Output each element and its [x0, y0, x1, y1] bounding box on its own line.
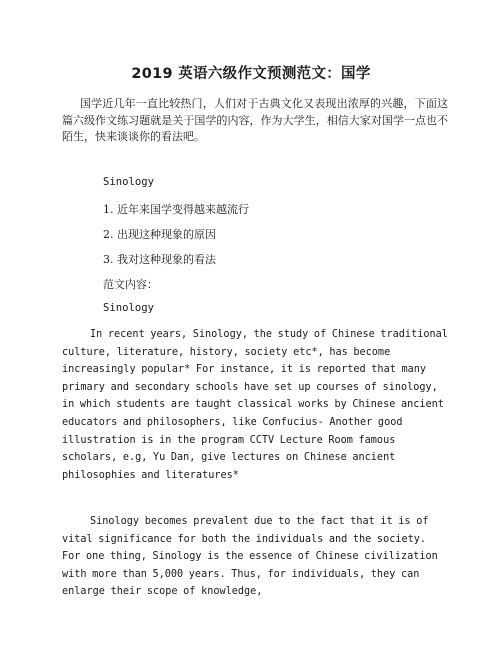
intro-paragraph: 国学近几年一直比较热门，人们对于古典文化又表现出浓厚的兴趣，下面这篇六级作文练习题就是关于国学的内容，作为大学生，相信大家对国学一点也不陌生，快来谈谈你的看法吧。 — [62, 97, 448, 143]
document-title: 2019 英语六级作文预测范文：国学 — [131, 66, 371, 82]
outline-item-3: 3. 我对这种现象的看法 — [103, 253, 216, 266]
essay-paragraph-2: Sinology becomes prevalent due to the fact that it is of vital significance for both the individuals and the society. For one thing, Sinology is the essence of Chinese civilization with more than 5,000 years. Thus, for individuals, they can enlarge their scope of knowledge, — [62, 516, 438, 598]
topic-heading: Sinology — [103, 176, 155, 188]
essay-paragraph-1: In recent years, Sinology, the study of Chinese traditional culture, literature, history, society etc*, has become increasingly popular* For instance, it is reported that many primary and secondary schools have set up courses of sinology, in which students are taught classical works by Chinese ancient educators and philosophers, like Confucius- Another good illustration is in the program CCTV Lecture Room famous scholars, e.g, Yu Dan, give lectures on Chinese ancient philosophies and literatures* — [62, 329, 448, 481]
outline-item-1: 1. 近年来国学变得越来越流行 — [103, 203, 249, 216]
outline-item-2: 2. 出现这种现象的原因 — [103, 228, 216, 241]
essay-title: Sinology — [103, 302, 155, 314]
sample-essay-label: 范文内容： — [103, 278, 158, 291]
